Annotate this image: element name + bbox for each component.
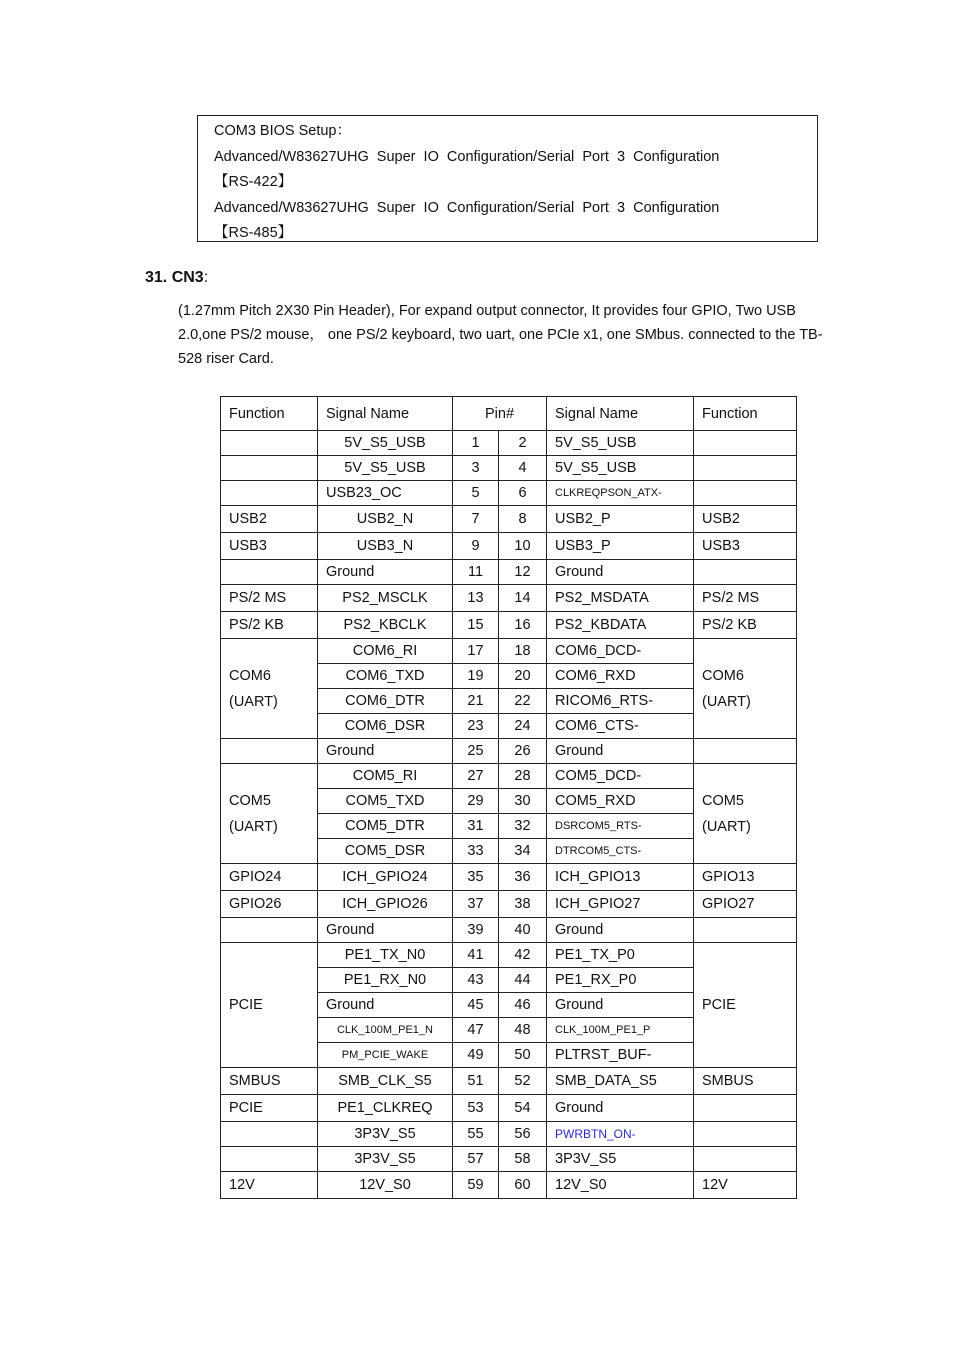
pin-right-cell: 10 xyxy=(499,533,547,560)
pin-left-cell: 39 xyxy=(453,918,499,943)
pin-left-cell: 23 xyxy=(453,714,499,739)
table-row xyxy=(221,918,797,943)
function-right-cell xyxy=(694,764,797,864)
function-right-sublabel: (UART) xyxy=(702,818,751,835)
function-right-cell: PCIE xyxy=(694,943,797,1068)
function-right-cell xyxy=(694,481,797,506)
signal-right-cell: Ground xyxy=(547,1095,694,1122)
function-right-cell: PS/2 MS xyxy=(694,585,797,612)
pin-right-cell: 30 xyxy=(499,789,547,814)
signal-left-cell: ICH_GPIO26 xyxy=(318,891,453,918)
pin-right-cell: 18 xyxy=(499,639,547,664)
function-left-cell: PCIE xyxy=(221,943,318,1068)
signal-right-cell: COM6_DCD- xyxy=(547,639,694,664)
pin-table xyxy=(220,396,797,1199)
function-left-cell xyxy=(221,431,318,456)
pin-right-cell: 48 xyxy=(499,1018,547,1043)
function-right-cell xyxy=(694,456,797,481)
signal-right-cell: Ground xyxy=(547,918,694,943)
bios-setup-title: COM3 BIOS Setup： xyxy=(214,123,351,139)
function-left-label: COM6 xyxy=(229,667,271,684)
signal-left-cell: COM5_DSR xyxy=(318,839,453,864)
function-left-cell xyxy=(221,918,318,943)
pin-right-cell: 22 xyxy=(499,689,547,714)
signal-left-cell: 5V_S5_USB xyxy=(318,431,453,456)
signal-right-cell: PLTRST_BUF- xyxy=(547,1043,694,1068)
table-row xyxy=(221,891,797,918)
pin-left-cell: 43 xyxy=(453,968,499,993)
function-right-cell xyxy=(694,639,797,739)
signal-right-cell: USB3_P xyxy=(547,533,694,560)
pin-right-cell: 38 xyxy=(499,891,547,918)
pin-left-cell: 53 xyxy=(453,1095,499,1122)
bios-path-line: Advanced/W83627UHG Super IO Configuration/Serial Port 3 Configuration xyxy=(214,199,720,216)
signal-left-cell: COM6_DTR xyxy=(318,689,453,714)
signal-left-cell: Ground xyxy=(318,993,453,1018)
signal-left-cell: 12V_S0 xyxy=(318,1172,453,1199)
header-function-left: Function xyxy=(221,397,318,431)
table-row xyxy=(221,612,797,639)
function-left-cell: PS/2 KB xyxy=(221,612,318,639)
function-left-cell: 12V xyxy=(221,1172,318,1199)
signal-right-cell: 3P3V_S5 xyxy=(547,1147,694,1172)
function-right-cell xyxy=(694,1122,797,1147)
signal-right-cell: CLK_100M_PE1_P xyxy=(547,1018,694,1043)
function-right-cell xyxy=(694,560,797,585)
pin-right-cell: 14 xyxy=(499,585,547,612)
pin-right-cell: 46 xyxy=(499,993,547,1018)
function-right-label: COM6 xyxy=(702,667,744,684)
signal-right-cell: Ground xyxy=(547,560,694,585)
function-left-cell xyxy=(221,764,318,864)
signal-right-cell: PE1_TX_P0 xyxy=(547,943,694,968)
pin-left-cell: 5 xyxy=(453,481,499,506)
pin-right-cell: 4 xyxy=(499,456,547,481)
signal-left-cell: COM6_DSR xyxy=(318,714,453,739)
function-left-sublabel: (UART) xyxy=(229,818,278,835)
header-pin: Pin# xyxy=(453,397,547,431)
signal-left-cell: USB23_OC xyxy=(318,481,453,506)
pin-right-cell: 2 xyxy=(499,431,547,456)
function-right-cell: PS/2 KB xyxy=(694,612,797,639)
signal-right-cell: USB2_P xyxy=(547,506,694,533)
table-row xyxy=(221,533,797,560)
function-left-cell: PS/2 MS xyxy=(221,585,318,612)
function-left-cell xyxy=(221,456,318,481)
signal-left-cell: PM_PCIE_WAKE xyxy=(318,1043,453,1068)
function-left-cell: GPIO26 xyxy=(221,891,318,918)
function-right-cell: GPIO27 xyxy=(694,891,797,918)
signal-left-cell: COM6_RI xyxy=(318,639,453,664)
pin-right-cell: 24 xyxy=(499,714,547,739)
signal-left-cell: Ground xyxy=(318,918,453,943)
pin-left-cell: 49 xyxy=(453,1043,499,1068)
function-right-cell: GPIO13 xyxy=(694,864,797,891)
signal-right-cell: COM5_RXD xyxy=(547,789,694,814)
table-row xyxy=(221,585,797,612)
signal-right-cell: DTRCOM5_CTS- xyxy=(547,839,694,864)
signal-right-cell: PE1_RX_P0 xyxy=(547,968,694,993)
function-left-sublabel: (UART) xyxy=(229,693,278,710)
signal-right-cell: 5V_S5_USB xyxy=(547,456,694,481)
pin-right-cell: 58 xyxy=(499,1147,547,1172)
pin-left-cell: 27 xyxy=(453,764,499,789)
pin-left-cell: 15 xyxy=(453,612,499,639)
pin-left-cell: 29 xyxy=(453,789,499,814)
signal-left-cell: PE1_RX_N0 xyxy=(318,968,453,993)
table-header-row xyxy=(221,397,797,431)
header-signal-left: Signal Name xyxy=(318,397,453,431)
pin-left-cell: 7 xyxy=(453,506,499,533)
signal-left-cell: PE1_TX_N0 xyxy=(318,943,453,968)
function-right-cell xyxy=(694,918,797,943)
bios-setup-box xyxy=(197,115,818,242)
table-row xyxy=(221,456,797,481)
signal-right-cell: COM6_RXD xyxy=(547,664,694,689)
function-right-cell: SMBUS xyxy=(694,1068,797,1095)
function-right-cell xyxy=(694,739,797,764)
pin-right-cell: 56 xyxy=(499,1122,547,1147)
bios-path-line: Advanced/W83627UHG Super IO Configuration/Serial Port 3 Configuration xyxy=(214,148,720,165)
table-row xyxy=(221,943,797,968)
function-left-cell xyxy=(221,639,318,739)
signal-left-cell: COM5_TXD xyxy=(318,789,453,814)
signal-left-cell: ICH_GPIO24 xyxy=(318,864,453,891)
signal-left-cell: COM5_DTR xyxy=(318,814,453,839)
signal-right-cell: COM5_DCD- xyxy=(547,764,694,789)
pin-left-cell: 45 xyxy=(453,993,499,1018)
pin-left-cell: 51 xyxy=(453,1068,499,1095)
signal-right-cell: ICH_GPIO27 xyxy=(547,891,694,918)
header-signal-right: Signal Name xyxy=(547,397,694,431)
signal-left-cell: USB3_N xyxy=(318,533,453,560)
signal-left-cell: COM5_RI xyxy=(318,764,453,789)
table-row xyxy=(221,1095,797,1122)
signal-left-cell: Ground xyxy=(318,560,453,585)
signal-right-cell: PWRBTN_ON- xyxy=(547,1122,694,1147)
bios-mode-rs485: 【RS-485】 xyxy=(214,225,293,241)
signal-left-cell: PS2_MSCLK xyxy=(318,585,453,612)
pin-right-cell: 12 xyxy=(499,560,547,585)
pin-right-cell: 40 xyxy=(499,918,547,943)
table-row xyxy=(221,1122,797,1147)
function-right-cell: 12V xyxy=(694,1172,797,1199)
pin-left-cell: 21 xyxy=(453,689,499,714)
function-left-cell: USB2 xyxy=(221,506,318,533)
function-right-cell xyxy=(694,1095,797,1122)
pin-left-cell: 19 xyxy=(453,664,499,689)
pin-left-cell: 41 xyxy=(453,943,499,968)
table-row xyxy=(221,639,797,664)
table-row xyxy=(221,431,797,456)
function-right-cell xyxy=(694,1147,797,1172)
signal-left-cell: 5V_S5_USB xyxy=(318,456,453,481)
section-title: 31. CN3 xyxy=(145,269,204,286)
header-function-right: Function xyxy=(694,397,797,431)
function-left-cell: PCIE xyxy=(221,1095,318,1122)
signal-left-cell: 3P3V_S5 xyxy=(318,1147,453,1172)
pin-left-cell: 17 xyxy=(453,639,499,664)
signal-left-cell: PE1_CLKREQ xyxy=(318,1095,453,1122)
function-right-label: COM5 xyxy=(702,792,744,809)
pin-right-cell: 42 xyxy=(499,943,547,968)
pin-right-cell: 50 xyxy=(499,1043,547,1068)
function-right-cell: USB3 xyxy=(694,533,797,560)
pin-right-cell: 16 xyxy=(499,612,547,639)
signal-left-cell: 3P3V_S5 xyxy=(318,1122,453,1147)
section-description: (1.27mm Pitch 2X30 Pin Header), For expand output connector, It provides four GPIO, Two USB 2.0,one PS/2 mouse， one PS/2 keyboard, two uart, one PCIe x1, one SMbus. connected to the TB-528 riser Card. xyxy=(178,303,823,367)
pin-right-cell: 52 xyxy=(499,1068,547,1095)
function-left-cell xyxy=(221,1147,318,1172)
pin-right-cell: 8 xyxy=(499,506,547,533)
pin-left-cell: 33 xyxy=(453,839,499,864)
table-row xyxy=(221,739,797,764)
function-left-cell: USB3 xyxy=(221,533,318,560)
pin-right-cell: 32 xyxy=(499,814,547,839)
signal-left-cell: Ground xyxy=(318,739,453,764)
signal-right-cell: SMB_DATA_S5 xyxy=(547,1068,694,1095)
function-left-cell xyxy=(221,560,318,585)
function-right-cell: USB2 xyxy=(694,506,797,533)
pin-left-cell: 35 xyxy=(453,864,499,891)
table-row xyxy=(221,1172,797,1199)
table-row xyxy=(221,481,797,506)
table-row xyxy=(221,1068,797,1095)
pin-left-cell: 1 xyxy=(453,431,499,456)
pin-right-cell: 44 xyxy=(499,968,547,993)
function-right-sublabel: (UART) xyxy=(702,693,751,710)
signal-right-cell: 5V_S5_USB xyxy=(547,431,694,456)
section-heading xyxy=(145,269,208,287)
pin-left-cell: 9 xyxy=(453,533,499,560)
pin-right-cell: 36 xyxy=(499,864,547,891)
table-row xyxy=(221,764,797,789)
pin-left-cell: 11 xyxy=(453,560,499,585)
pin-left-cell: 25 xyxy=(453,739,499,764)
table-row xyxy=(221,560,797,585)
pin-left-cell: 47 xyxy=(453,1018,499,1043)
pin-right-cell: 26 xyxy=(499,739,547,764)
pin-left-cell: 55 xyxy=(453,1122,499,1147)
signal-right-cell: CLKREQPSON_ATX- xyxy=(547,481,694,506)
pin-left-cell: 37 xyxy=(453,891,499,918)
function-left-cell: SMBUS xyxy=(221,1068,318,1095)
pin-left-cell: 59 xyxy=(453,1172,499,1199)
pin-right-cell: 28 xyxy=(499,764,547,789)
function-left-cell: GPIO24 xyxy=(221,864,318,891)
signal-right-cell: DSRCOM5_RTS- xyxy=(547,814,694,839)
signal-right-cell: Ground xyxy=(547,993,694,1018)
pin-left-cell: 13 xyxy=(453,585,499,612)
pin-right-cell: 34 xyxy=(499,839,547,864)
function-right-cell xyxy=(694,431,797,456)
table-row xyxy=(221,506,797,533)
signal-right-cell: COM6_CTS- xyxy=(547,714,694,739)
signal-right-cell: PS2_MSDATA xyxy=(547,585,694,612)
pin-left-cell: 3 xyxy=(453,456,499,481)
bios-mode-rs422: 【RS-422】 xyxy=(214,174,293,190)
signal-right-cell: ICH_GPIO13 xyxy=(547,864,694,891)
section-title-colon: : xyxy=(203,269,209,286)
table-row xyxy=(221,1147,797,1172)
signal-left-cell: CLK_100M_PE1_N xyxy=(318,1018,453,1043)
pin-right-cell: 6 xyxy=(499,481,547,506)
signal-left-cell: SMB_CLK_S5 xyxy=(318,1068,453,1095)
table-row xyxy=(221,864,797,891)
pin-right-cell: 60 xyxy=(499,1172,547,1199)
function-left-cell xyxy=(221,1122,318,1147)
signal-right-cell: Ground xyxy=(547,739,694,764)
signal-left-cell: COM6_TXD xyxy=(318,664,453,689)
pin-right-cell: 54 xyxy=(499,1095,547,1122)
signal-right-cell: 12V_S0 xyxy=(547,1172,694,1199)
pin-right-cell: 20 xyxy=(499,664,547,689)
pin-left-cell: 31 xyxy=(453,814,499,839)
signal-left-cell: PS2_KBCLK xyxy=(318,612,453,639)
signal-right-cell: PS2_KBDATA xyxy=(547,612,694,639)
pin-left-cell: 57 xyxy=(453,1147,499,1172)
signal-left-cell: USB2_N xyxy=(318,506,453,533)
function-left-label: COM5 xyxy=(229,792,271,809)
signal-right-cell: RICOM6_RTS- xyxy=(547,689,694,714)
function-left-cell xyxy=(221,481,318,506)
function-left-cell xyxy=(221,739,318,764)
